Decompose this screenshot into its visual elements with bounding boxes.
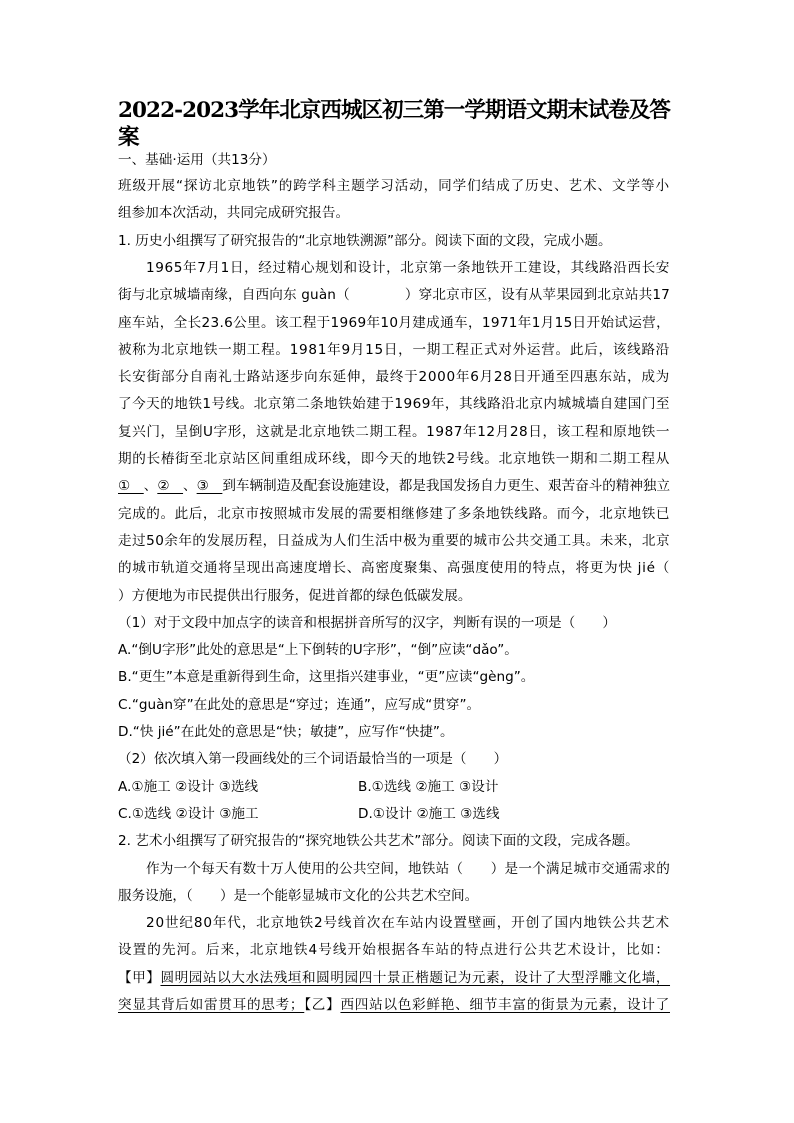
text-line bbox=[118, 395, 670, 413]
text-segment: （2）依次填入第一段画线处的三个词语最恰当的一项是（ ） bbox=[118, 751, 508, 768]
text-segment: 了今天的地铁1号线。北京第二条地铁始建于1969年，其线路沿北京内城城墙自建国门至 bbox=[118, 396, 670, 413]
underlined-text: 西四站以色彩鲜艳、细节丰富的街景为元素，设计了 bbox=[340, 997, 670, 1013]
text-segment: （1）对于文段中加点字的读音和根据拼音所写的汉字，判断有误的一项是（ ） bbox=[118, 614, 617, 631]
text-segment: B.“更生”本意是重新得到生命，这里指兴建事业，“更”应读“gèng”。 bbox=[118, 669, 535, 686]
text-line bbox=[118, 887, 478, 905]
text-segment: A.①施工 ②设计 ③选线 bbox=[118, 778, 259, 795]
text-line bbox=[118, 723, 454, 741]
text-segment: 【乙】 bbox=[304, 997, 341, 1013]
underlined-text: 圆明园站以大水法残垣和圆明园四十景正楷题记为元素，设计了大型浮雕文化墙， bbox=[160, 969, 671, 986]
text-line bbox=[118, 232, 612, 250]
text-line bbox=[118, 286, 670, 304]
text-line bbox=[118, 477, 670, 495]
option-first-column bbox=[118, 778, 358, 796]
text-segment: 的城市轨道交通将呈现出高速度增长、高密度聚集、高强度使用的特点，将更为快 jié（ bbox=[118, 560, 670, 577]
text-segment: A.“倒U字形”此处的意思是“上下倒转的U字形”，“倒”应读“dǎo”。 bbox=[118, 642, 518, 659]
text-segment: 班级开展“探访北京地铁”的跨学科主题学习活动，同学们结成了历史、艺术、文学等小 bbox=[118, 178, 670, 194]
document-title-continued: 案 bbox=[118, 125, 140, 150]
text-segment: 作为一个每天有数十万人使用的公共空间，地铁站（ ）是一个满足城市交通需求的 bbox=[146, 860, 670, 877]
text-line bbox=[118, 969, 670, 987]
text-line bbox=[118, 587, 471, 605]
text-line bbox=[118, 641, 518, 659]
underlined-text: ① bbox=[118, 478, 144, 495]
text-segment: 1. 历史小组撰写了研究报告的“北京地铁溯源”部分。阅读下面的文段，完成小题。 bbox=[118, 232, 612, 249]
text-segment: 20世纪80年代，北京地铁2号线首次在车站内设置壁画，开创了国内地铁公共艺术 bbox=[146, 915, 670, 932]
text-segment: 复兴门，呈倒U字形，这就是北京地铁二期工程。1987年12月28日，该工程和原地铁一 bbox=[118, 423, 670, 440]
text-line bbox=[118, 177, 670, 195]
text-line bbox=[118, 668, 534, 686]
text-segment: 完成的。此后，北京市按照城市发展的需要相继修建了多条地铁线路。而今，北京地铁已 bbox=[118, 505, 670, 522]
underlined-text: ② bbox=[157, 478, 184, 495]
section-heading: 一、基础·运用（共13分） bbox=[118, 152, 276, 168]
text-line bbox=[118, 996, 670, 1014]
text-segment: D.“快 jié”在此处的意思是“快；敏捷”，应写作“快捷”。 bbox=[118, 724, 454, 740]
underlined-text: 突显其背后如雷贯耳的思考； bbox=[118, 997, 305, 1013]
text-segment: ）方便地为市民提供出行服务，促进首都的绿色低碳发展。 bbox=[118, 587, 472, 604]
text-segment: 服务设施，（ ）是一个能彰显城市文化的公共艺术空间。 bbox=[118, 887, 479, 904]
text-segment: 【甲】 bbox=[118, 969, 161, 986]
option-first-column bbox=[118, 805, 358, 823]
option-second-column: D.①设计 ②施工 ③选线 bbox=[358, 805, 500, 822]
text-line bbox=[118, 532, 670, 550]
text-line bbox=[118, 505, 670, 523]
text-segment: 、 bbox=[143, 478, 158, 495]
text-line bbox=[118, 860, 670, 878]
text-line bbox=[118, 204, 349, 222]
text-segment: 被称为北京地铁一期工程。1981年9月15日，一期工程正式对外运营。此后，该线路沿 bbox=[118, 341, 670, 358]
text-segment: 组参加本次活动，共同完成研究报告。 bbox=[118, 205, 350, 222]
text-line bbox=[118, 314, 670, 332]
text-segment: C.“guàn穿”在此处的意思是“穿过；连通”，应写成“贯穿”。 bbox=[118, 696, 481, 713]
text-segment: C.①选线 ②设计 ③施工 bbox=[118, 805, 259, 822]
text-line bbox=[118, 696, 480, 714]
text-line bbox=[118, 941, 670, 959]
text-segment: 2. 艺术小组撰写了研究报告的“探究地铁公共艺术”部分。阅读下面的文段，完成各题。 bbox=[118, 833, 639, 850]
text-segment: 1965年7月1日，经过精心规划和设计，北京第一条地铁开工建设，其线路沿西长安 bbox=[146, 259, 670, 276]
option-second-column: B.①选线 ②施工 ③设计 bbox=[358, 778, 499, 795]
text-segment: 、 bbox=[183, 478, 197, 495]
text-line bbox=[118, 832, 639, 850]
text-line bbox=[118, 341, 670, 359]
text-line bbox=[118, 750, 507, 768]
text-line bbox=[118, 423, 670, 441]
text-line bbox=[118, 614, 616, 632]
text-line bbox=[118, 778, 498, 796]
text-line bbox=[118, 450, 670, 468]
text-segment: 设置的先河。后来，北京地铁4号线开始根据各车站的特点进行公共艺术设计，比如： bbox=[118, 942, 670, 959]
text-line bbox=[118, 914, 670, 932]
text-segment: 到车辆制造及配套设施建设，都是我国发扬自力更生、艰苦奋斗的精神独立 bbox=[222, 478, 671, 495]
underlined-text: ③ bbox=[196, 478, 223, 495]
text-line bbox=[118, 368, 670, 386]
text-line bbox=[118, 259, 670, 277]
text-segment: 期的长椿街至北京站区间重组成环线，即今天的地铁2号线。北京地铁一期和二期工程从 bbox=[118, 451, 670, 467]
text-line bbox=[118, 805, 500, 823]
text-segment: 走过50余年的发展历程，日益成为人们生活中极为重要的城市公共交通工具。未来，北京 bbox=[118, 532, 670, 549]
document-title: 2022-2023学年北京西城区初三第一学期语文期末试卷及答 bbox=[118, 98, 670, 123]
text-segment: 座车站，全长23.6公里。该工程于1969年10月建成通车，1971年1月15日开始试运营， bbox=[118, 314, 670, 331]
text-line bbox=[118, 559, 670, 577]
text-segment: 长安街部分自南礼士路站逐步向东延伸，最终于2000年6月28日开通至四惠东站，成为 bbox=[118, 369, 670, 386]
text-segment: 街与北京城墙南缘，自西向东 guàn（ ）穿北京市区，设有从苹果园到北京站共17 bbox=[118, 287, 670, 304]
